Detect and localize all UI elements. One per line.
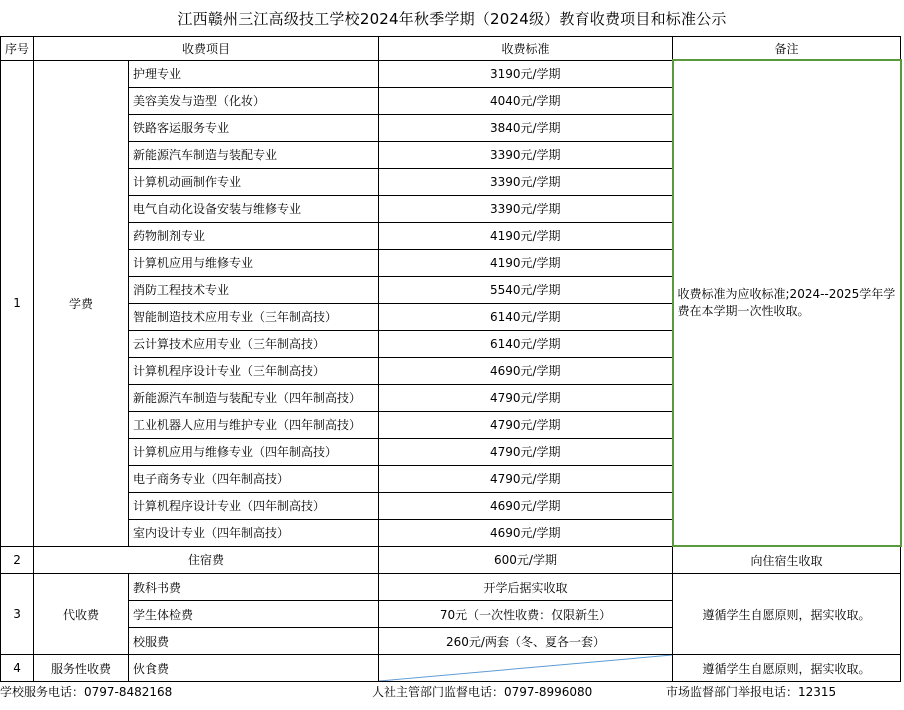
header-row: [1, 37, 901, 61]
major-fee: 3390元/学期: [379, 195, 673, 222]
dorm-no: 2: [1, 546, 34, 574]
tuition-remark-cell: [673, 60, 901, 546]
major-name: 室内设计专业（四年制高技）: [129, 519, 379, 546]
major-name: 计算机程序设计专业（四年制高技）: [129, 492, 379, 519]
major-fee: 4790元/学期: [379, 438, 673, 465]
major-fee: 5540元/学期: [379, 276, 673, 303]
major-name: 消防工程技术专业: [129, 276, 379, 303]
header-no: 序号: [1, 37, 34, 61]
major-fee: 4790元/学期: [379, 411, 673, 438]
tuition-row: [1, 60, 901, 87]
service-fee-empty: [379, 655, 673, 682]
major-fee: 4190元/学期: [379, 249, 673, 276]
major-name: 护理专业: [129, 60, 379, 87]
hr-phone: 人社主管部门监督电话：0797-8996080: [372, 685, 593, 699]
major-fee: 4790元/学期: [379, 384, 673, 411]
tuition-category: 学费: [34, 60, 129, 546]
major-fee: 4790元/学期: [379, 465, 673, 492]
agency-item-name: 学生体检费: [129, 601, 379, 628]
agency-remark: 遵循学生自愿原则，据实收取。: [673, 574, 901, 655]
major-name: 计算机应用与维修专业（四年制高技）: [129, 438, 379, 465]
dorm-name: 住宿费: [34, 546, 379, 574]
page-title: 江西赣州三江高级技工学校2024年秋季学期（2024级）教育收费项目和标准公示: [177, 9, 727, 28]
major-name: 计算机应用与维修专业: [129, 249, 379, 276]
major-name: 新能源汽车制造与装配专业: [129, 141, 379, 168]
agency-item-fee: 开学后据实收取: [379, 574, 673, 601]
major-name: 计算机动画制作专业: [129, 168, 379, 195]
fee-table: [0, 36, 902, 682]
major-name: 美容美发与造型（化妆）: [129, 87, 379, 114]
agency-category: 代收费: [34, 574, 129, 655]
dorm-remark: 向住宿生收取: [673, 546, 901, 574]
major-fee: 3190元/学期: [379, 60, 673, 87]
major-name: 计算机程序设计专业（三年制高技）: [129, 357, 379, 384]
header-remark: 备注: [673, 37, 901, 61]
service-no: 4: [1, 655, 34, 682]
major-fee: 4190元/学期: [379, 222, 673, 249]
dorm-row: [1, 546, 901, 574]
service-remark: 遵循学生自愿原则，据实收取。: [673, 655, 901, 682]
major-fee: 6140元/学期: [379, 303, 673, 330]
dorm-fee: 600元/学期: [379, 546, 673, 574]
header-item: 收费项目: [34, 37, 379, 61]
agency-item-name: 校服费: [129, 628, 379, 655]
major-name: 电子商务专业（四年制高技）: [129, 465, 379, 492]
major-name: 铁路客运服务专业: [129, 114, 379, 141]
agency-row: [1, 574, 901, 601]
major-fee: 4040元/学期: [379, 87, 673, 114]
service-row: [1, 655, 901, 682]
major-name: 电气自动化设备安装与维修专业: [129, 195, 379, 222]
agency-item-fee: 70元（一次性收费：仅限新生）: [379, 601, 673, 628]
major-name: 云计算技术应用专业（三年制高技）: [129, 330, 379, 357]
diagonal-slash: [379, 655, 672, 681]
school-phone: 学校服务电话：0797-8482168: [0, 685, 173, 699]
tuition-remark: 收费标准为应收标准;2024--2025学年学费在本学期一次性收取。: [677, 287, 896, 318]
agency-item-fee: 260元/两套（冬、夏各一套）: [379, 628, 673, 655]
tuition-no: 1: [1, 60, 34, 546]
major-fee: 4690元/学期: [379, 492, 673, 519]
service-name: 伙食费: [129, 655, 379, 682]
major-name: 药物制剂专业: [129, 222, 379, 249]
major-fee: 3390元/学期: [379, 168, 673, 195]
agency-no: 3: [1, 574, 34, 655]
major-name: 智能制造技术应用专业（三年制高技）: [129, 303, 379, 330]
major-fee: 3840元/学期: [379, 114, 673, 141]
service-category: 服务性收费: [34, 655, 129, 682]
footer-contacts: [0, 680, 904, 702]
major-name: 新能源汽车制造与装配专业（四年制高技）: [129, 384, 379, 411]
major-fee: 3390元/学期: [379, 141, 673, 168]
market-phone: 市场监督部门举报电话：12315: [666, 685, 837, 699]
major-fee: 4690元/学期: [379, 357, 673, 384]
major-name: 工业机器人应用与维护专业（四年制高技）: [129, 411, 379, 438]
major-fee: 6140元/学期: [379, 330, 673, 357]
major-fee: 4690元/学期: [379, 519, 673, 546]
header-standard: 收费标准: [379, 37, 673, 61]
agency-item-name: 教科书费: [129, 574, 379, 601]
